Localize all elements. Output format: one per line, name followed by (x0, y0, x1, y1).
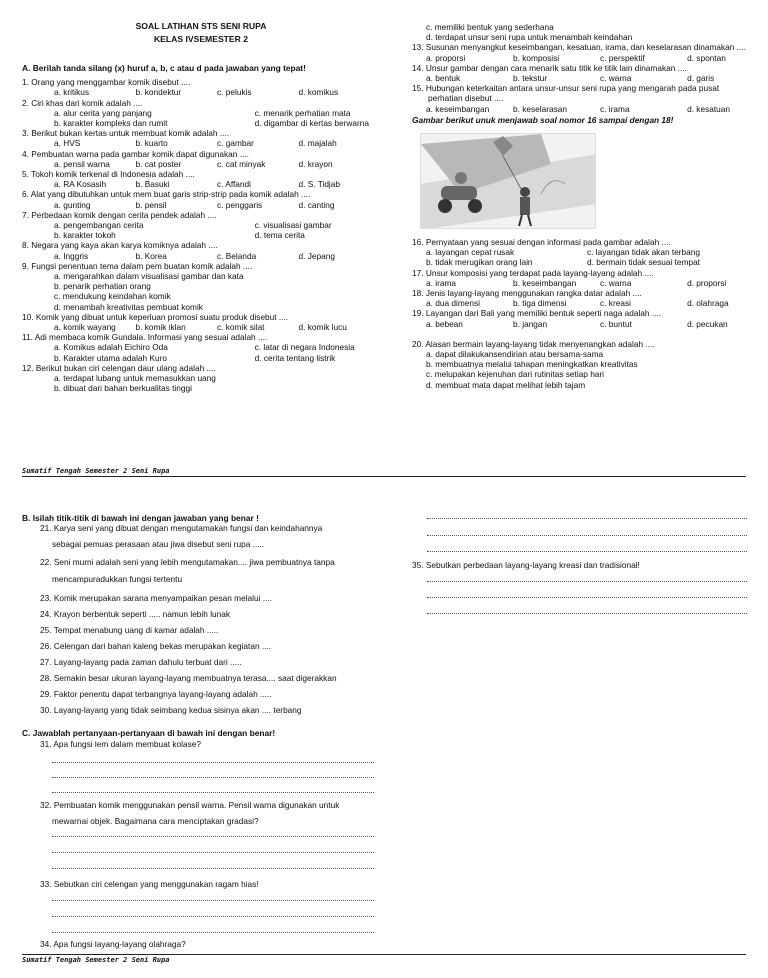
left-column (22, 20, 380, 394)
option: b. kondektur (135, 87, 182, 98)
option: d. olahraga (687, 298, 729, 309)
option: c. irama (600, 103, 630, 114)
answer-line (52, 868, 374, 869)
option: a. dapat dilakukansendirian atau bersama-sama (426, 349, 604, 360)
option: b. komik iklan (135, 322, 186, 333)
option: b. karakter kompleks dan rumit (54, 118, 168, 129)
option: a. alur cerita yang panjang (54, 107, 152, 118)
right-questions-1 (412, 42, 748, 113)
option: a. keseimbangan (426, 103, 490, 114)
right-column (412, 22, 748, 390)
option: a. HVS (54, 138, 81, 149)
option: a. Komikus adalah Eichiro Oda (54, 342, 168, 353)
option: b. tekstur (513, 73, 548, 84)
options-row (22, 200, 380, 210)
option: c. Affandi (217, 179, 251, 190)
answer-line (52, 792, 374, 793)
section-b-item: 23. Komik merupakan sarana menyampaikan pesan melalui .... (40, 593, 272, 603)
question-text: 9. Fungsi penentuan tema dalam pem buatan komik adalah .... (22, 260, 253, 271)
option: b. karakter tokoh (54, 230, 116, 241)
option: d. membuat mata dapat melihat lebih tajam (426, 379, 586, 390)
option: a. bebean (426, 318, 463, 329)
option: a. Inggris (54, 250, 89, 261)
question-text: 11. Adi membaca komik Gundala. Informasi yang sesuai adalah .... (22, 332, 268, 343)
option: a. kritikus (54, 87, 90, 98)
question-text: 10. Komik yang dibuat untuk keperluan promosi suatu produk disebut .... (22, 311, 289, 322)
answer-line (52, 932, 374, 933)
section-c-title: C. Jawablah pertanyaan-pertanyaan di bawah ini dengan benar! (22, 728, 276, 738)
option: d. komikus (298, 87, 339, 98)
option: c. menarik perhatian mata (254, 107, 351, 118)
image-instruction: Gambar berikut unuk menjawab soal nomor 16 sampai dengan 18! (412, 114, 674, 125)
option: a. komik wayang (54, 322, 116, 333)
kite-illustration (420, 133, 596, 229)
option: c. penggaris (217, 199, 263, 210)
answer-line (52, 852, 374, 853)
option: b. pensil (135, 199, 167, 210)
option: b. membuatnya melalui tahapan meningkatkan kreativitas (426, 359, 638, 370)
question-text: 5. Tokoh komik terkenal di Indonesia adalah .... (22, 169, 195, 180)
option: d. S. Tidjab (298, 179, 341, 190)
options-row (22, 159, 380, 169)
option: d. menambah kreativitas pembuat komik (54, 301, 203, 312)
options-row (22, 179, 380, 189)
answer-line (52, 777, 374, 778)
question-31: 31. Apa fungsi lem dalam membuat kolase? (40, 739, 201, 749)
option: c. perspektif (600, 52, 645, 63)
option: c. layangan tidak akan terbang (587, 247, 701, 258)
options-row (412, 53, 748, 63)
section-b-item: 30. Layang-layang yang tidak seimbang kedua sisinya akan .... terbang (40, 705, 302, 715)
option: b. jangan (513, 318, 548, 329)
options-row (22, 220, 380, 230)
question-33: 33. Sebutkan ciri celengan yang menggunakan ragam hias! (40, 879, 259, 889)
option: c. buntut (600, 318, 632, 329)
option: d. majalah (298, 138, 337, 149)
options-row (412, 247, 748, 257)
option: c. warna (600, 277, 632, 288)
option: b. kuarto (135, 138, 168, 149)
question-text: 12. Berikut bukan ciri celengan daur ulang adalah .... (22, 362, 216, 373)
section-b-item: 22. Seni murni adalah seni yang lebih mengutamakan.... jiwa pembuatnya tanpa (40, 557, 335, 567)
option: a. dua dimensi (426, 298, 480, 309)
answer-line (427, 518, 747, 519)
answer-line (427, 613, 747, 614)
option: d. garis (687, 73, 715, 84)
options-row (22, 342, 380, 352)
option: b. tiga dimensi (513, 298, 567, 309)
option: d. canting (298, 199, 335, 210)
option: d. krayon (298, 158, 333, 169)
option: a. layangan cepat rusak (426, 247, 515, 258)
title-line-2: KELAS IVSEMESTER 2 (153, 34, 249, 44)
answer-line (52, 900, 374, 901)
question-text: 18. Jenis layang-layang menggunakan rangka datar adalah .... (412, 288, 642, 299)
options-row (22, 138, 380, 148)
option: a. gunting (54, 199, 91, 210)
option: a. bentuk (426, 73, 461, 84)
question-text: 8. Negara yang kaya akan karya komiknya adalah .... (22, 240, 218, 251)
options-row (412, 319, 748, 329)
answer-line (427, 551, 747, 552)
section-b-item: sebagai pemuas perasaan atau jiwa disebut seni rupa ..... (52, 539, 265, 549)
option: c. pelukis (217, 87, 252, 98)
question-34: 34. Apa fungsi layang-layang olahraga? (40, 939, 186, 949)
options-row (22, 87, 380, 97)
question-text: 2. Ciri khas dari komik adalah .... (22, 97, 143, 108)
option: d. komik lucu (298, 322, 347, 333)
options-row (412, 257, 748, 267)
answer-line (427, 535, 747, 536)
option: d. cerita tentang listrik (254, 352, 336, 363)
options-row (22, 251, 380, 261)
question-text: 14. Unsur gambar dengan cara menarik satu titik ke titik lain dinamakan .... (412, 62, 687, 73)
option: d. proporsi (687, 277, 727, 288)
option: a. mengarahkan dalam visualisasi gambar dan kata (54, 271, 244, 282)
option: b. tidak merugikan orang lain (426, 257, 533, 268)
options-row (22, 353, 380, 363)
question-text: 19. Layangan dari Bali yang memiliki bentuk seperti naga adalah .... (412, 308, 662, 319)
option: b. cat poster (135, 158, 182, 169)
option: d. digambar di kertas berwarna (254, 118, 369, 129)
section-b-item: mencampuradukkan fungsi tertentu (52, 574, 183, 584)
answer-line (52, 762, 374, 763)
option: c. visualisasi gambar (254, 220, 332, 231)
question-text: 1. Orang yang menggambar komik disebut .... (22, 77, 191, 88)
option: a. irama (426, 277, 456, 288)
option: c. warna (600, 73, 632, 84)
options-row (412, 298, 748, 308)
options-row (412, 73, 748, 83)
option: a. pengembangan cerita (54, 220, 144, 231)
option: c. cat minyak (217, 158, 266, 169)
options-row (22, 118, 380, 128)
question-text: 6. Alat yang dibutuhkan untuk mem buat garis strip-strip pada komik adalah .... (22, 189, 311, 200)
section-b-item: 26. Celengan dari bahan kaleng bekas merupakan kegiatan .... (40, 641, 272, 651)
options-row (412, 278, 748, 288)
options-row (22, 108, 380, 118)
option: b. komposisi (513, 52, 560, 63)
option: c. mendukung keindahan komik (54, 291, 171, 302)
answer-line (427, 597, 747, 598)
option: d. spontan (687, 52, 726, 63)
option: b. Basuki (135, 179, 170, 190)
section-b-item: 21. Karya seni yang dibuat dengan mengutamakan fungsi dan keindahannya (40, 523, 323, 533)
section-a-title: A. Berilah tanda silang (x) huruf a, b, c atau d pada jawaban yang tepat! (22, 63, 306, 73)
section-b-item: 28. Semakin besar ukuran layang-layang membuatnya terasa.... saat digerakkan (40, 673, 337, 683)
question-text: 3. Berikut bukan kertas untuk membuat komik adalah .... (22, 128, 230, 139)
options-row (22, 322, 380, 332)
kite-scene-image (421, 134, 596, 229)
page-1 (0, 0, 768, 475)
option: d. tema cerita (254, 230, 305, 241)
option: b. penarik perhatian orang (54, 281, 151, 292)
answer-line (52, 916, 374, 917)
answer-line (427, 581, 747, 582)
section-b-item: 29. Faktor penentu dapat terbangnya layang-layang adalah ..... (40, 689, 272, 699)
question-text: 17. Unsur komposisi yang terdapat pada layang-layang adalah .... (412, 267, 654, 278)
option: c. memiliki bentuk yang sederhana (426, 22, 554, 32)
option: b. keseimbangan (513, 277, 577, 288)
option: d. terdapat unsur seni rupa untuk menambah keindahan (426, 32, 633, 43)
option: d. Jepang (298, 250, 335, 261)
option: a. terdapat lubang untuk memasukkan uang (54, 373, 216, 384)
option: c. gambar (217, 138, 254, 149)
title-line-1: SOAL LATIHAN STS SENI RUPA (135, 21, 267, 31)
section-b-item: 24. Krayon berbentuk seperti ..... namun lebih lunak (40, 609, 231, 619)
answer-line (52, 836, 374, 837)
question-text: 13. Susunan menyangkut keseimbangan, kesatuan, irama, dan keselarasan dinamakan .... (412, 42, 746, 53)
question-32-line-2: mewarnai objek. Bagaimana cara menciptakan gradasi? (52, 816, 259, 826)
divider (22, 476, 746, 477)
footer-page-2: Sumatif Tengah Semester 2 Seni Rupa (22, 956, 170, 964)
question-35: 35. Sebutkan perbedaan layang-layang kreasi dan tradisional! (412, 560, 640, 570)
right-questions-2 (412, 237, 748, 390)
option: b. Korea (135, 250, 167, 261)
question-text: 16. Pernyataan yang sesuai dengan informasi pada gambar adalah .... (412, 237, 671, 248)
option: b. keselarasan (513, 103, 567, 114)
option: c. melupakan kejenuhan dari rutinitas setiap hari (426, 369, 605, 380)
section-b-item: 27. Layang-layang pada zaman dahulu terbuat dari ..... (40, 657, 242, 667)
option: a. RA Kosasih (54, 179, 107, 190)
section-b-item: 25. Tempat menabung uang di kamar adalah ..... (40, 625, 219, 635)
question-32-line-1: 32. Pembuatan komik menggunakan pensil warna. Pensil warna digunakan untuk (40, 800, 340, 810)
footer-page-1: Sumatif Tengah Semester 2 Seni Rupa (22, 467, 170, 475)
option: a. proporsi (426, 52, 466, 63)
question-text: 15. Hubungan keterkaitan antara unsur-unsur seni rupa yang mengarah pada pusat perhatian disebut .... (412, 83, 720, 104)
option: d. pecukan (687, 318, 728, 329)
option: a. pensil warna (54, 158, 110, 169)
option: c. komik silat (217, 322, 265, 333)
option: b. Karakter utama adalah Kuro (54, 352, 167, 363)
question-text: 4. Pembuatan warna pada gambar komik dapat digunakan .... (22, 148, 249, 159)
options-row (22, 230, 380, 240)
option: c. kreasi (600, 298, 631, 309)
question-text: 7. Perbedaan komik dengan cerita pendek adalah .... (22, 209, 217, 220)
option: c. latar di negara Indonesia (254, 342, 355, 353)
option: c. Belanda (217, 250, 257, 261)
option: b. dibuat dari bahan berkualitas tinggi (54, 383, 192, 394)
section-b-title: B. Isilah titik-titik di bawah ini dengan jawaban yang benar ! (22, 513, 259, 523)
left-questions (22, 77, 380, 393)
option: d. bermain tidak sesuai tempat (587, 257, 700, 268)
options-row (412, 104, 748, 114)
question-text: 20. Alasan bermain layang-layang tidak menyenangkan adalah .... (412, 338, 655, 349)
option: d. kesatuan (687, 103, 730, 114)
